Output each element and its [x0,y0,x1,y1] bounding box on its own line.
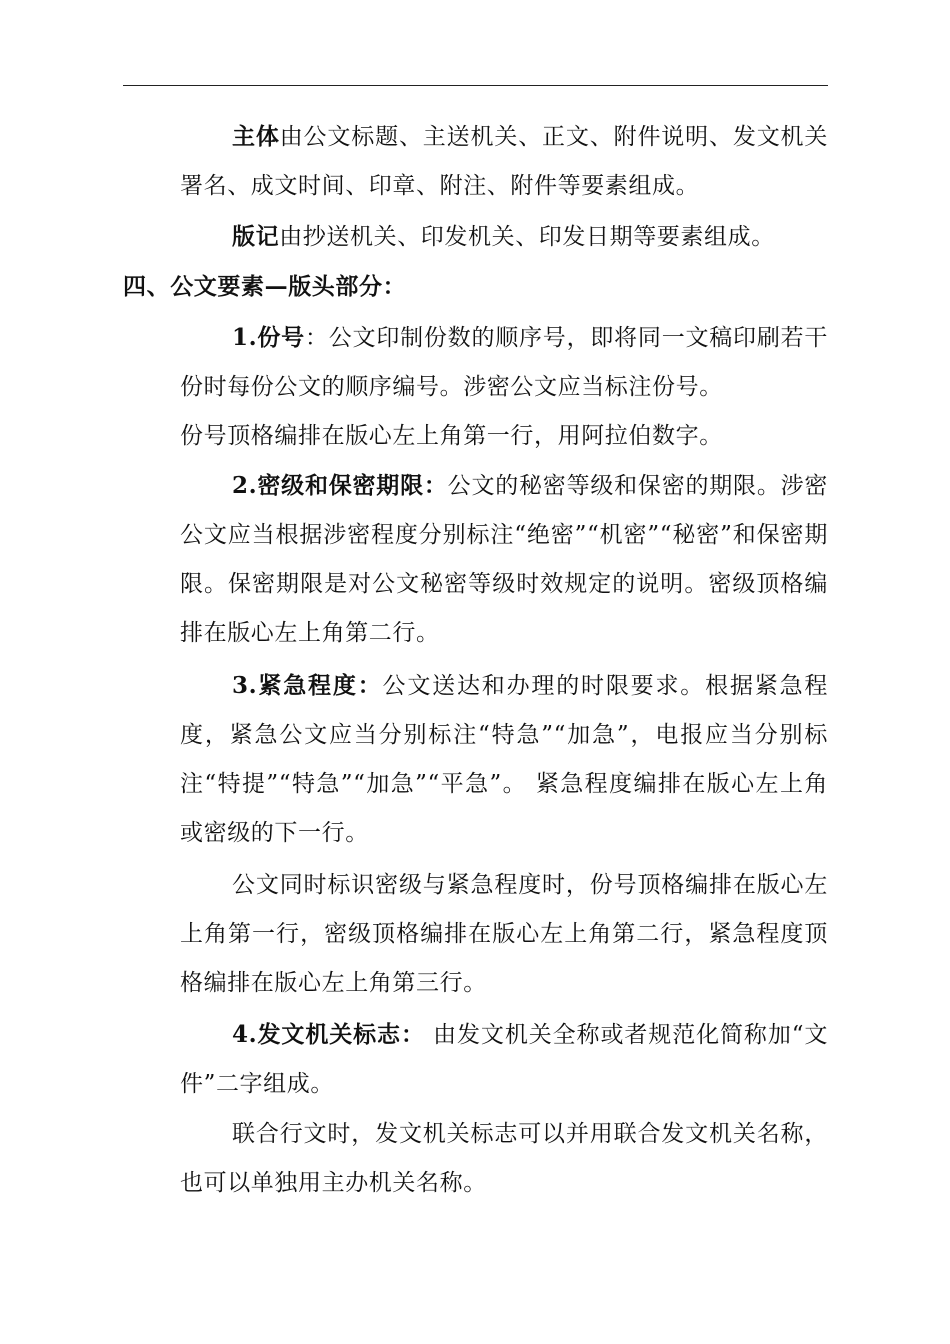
item-copy-number [180,313,828,412]
paragraph-combined-marking: 公文同时标识密级与紧急程度时，份号顶格编排在版心左上角第一行，密级顶格编排在版心左上角第二行，紧急程度顶格编排在版心左上角第三行。 [180,872,828,996]
item-copy-number-placement: 份号顶格编排在版心左上角第一行，用阿拉伯数字。 [180,423,723,449]
item-classification [180,461,828,658]
paragraph-main-body [180,112,828,211]
paragraph-text: 公文的秘密等级和保密的期限。涉密公文应当根据涉密程度分别标注“绝密”“机密”“秘密”和保密期限。保密期限是对公文秘密等级时效规定的说明。密级顶格编排在版心左上角第二行。 [180,473,828,646]
header-rule [123,85,828,86]
term-urgency: 3.紧急程度： [232,672,383,699]
term-main-body: 主体 [232,123,280,150]
term-colophon: 版记 [232,223,280,250]
paragraph-text: 由公文标题、主送机关、正文、附件说明、发文机关署名、成文时间、印章、附注、附件等要素组成。 [180,124,828,199]
paragraph-text: ：公文印制份数的顺序号，即将同一文稿印刷若干份时每份公文的顺序编号。涉密公文应当标注份号。 [180,325,828,400]
paragraph-text: 公文送达和办理的时限要求。根据紧急程度，紧急公文应当分别标注“特急”“加急”，电报应当分别标注“特提”“特急”“加急”“平急”。 紧急程度编排在版心左上角或密级的下一行。 [180,673,828,846]
item-urgency [180,661,828,858]
term-issuer-mark: 4.发文机关标志： [232,1021,425,1048]
section-heading-4: 四、公文要素—版头部分： [123,273,407,300]
item-issuer-mark [180,1010,828,1109]
term-copy-number: 1.份号 [232,324,305,351]
paragraph-colophon [180,212,828,262]
paragraph-text: 由抄送机关、印发机关、印发日期等要素组成。 [279,224,775,250]
paragraph-text: 由发文机关全称或者规范化简称加“文件”二字组成。 [180,1022,828,1097]
paragraph-joint-issuance: 联合行文时，发文机关标志可以并用联合发文机关名称，也可以单独用主办机关名称。 [180,1121,828,1196]
term-classification: 2.密级和保密期限： [232,472,448,499]
